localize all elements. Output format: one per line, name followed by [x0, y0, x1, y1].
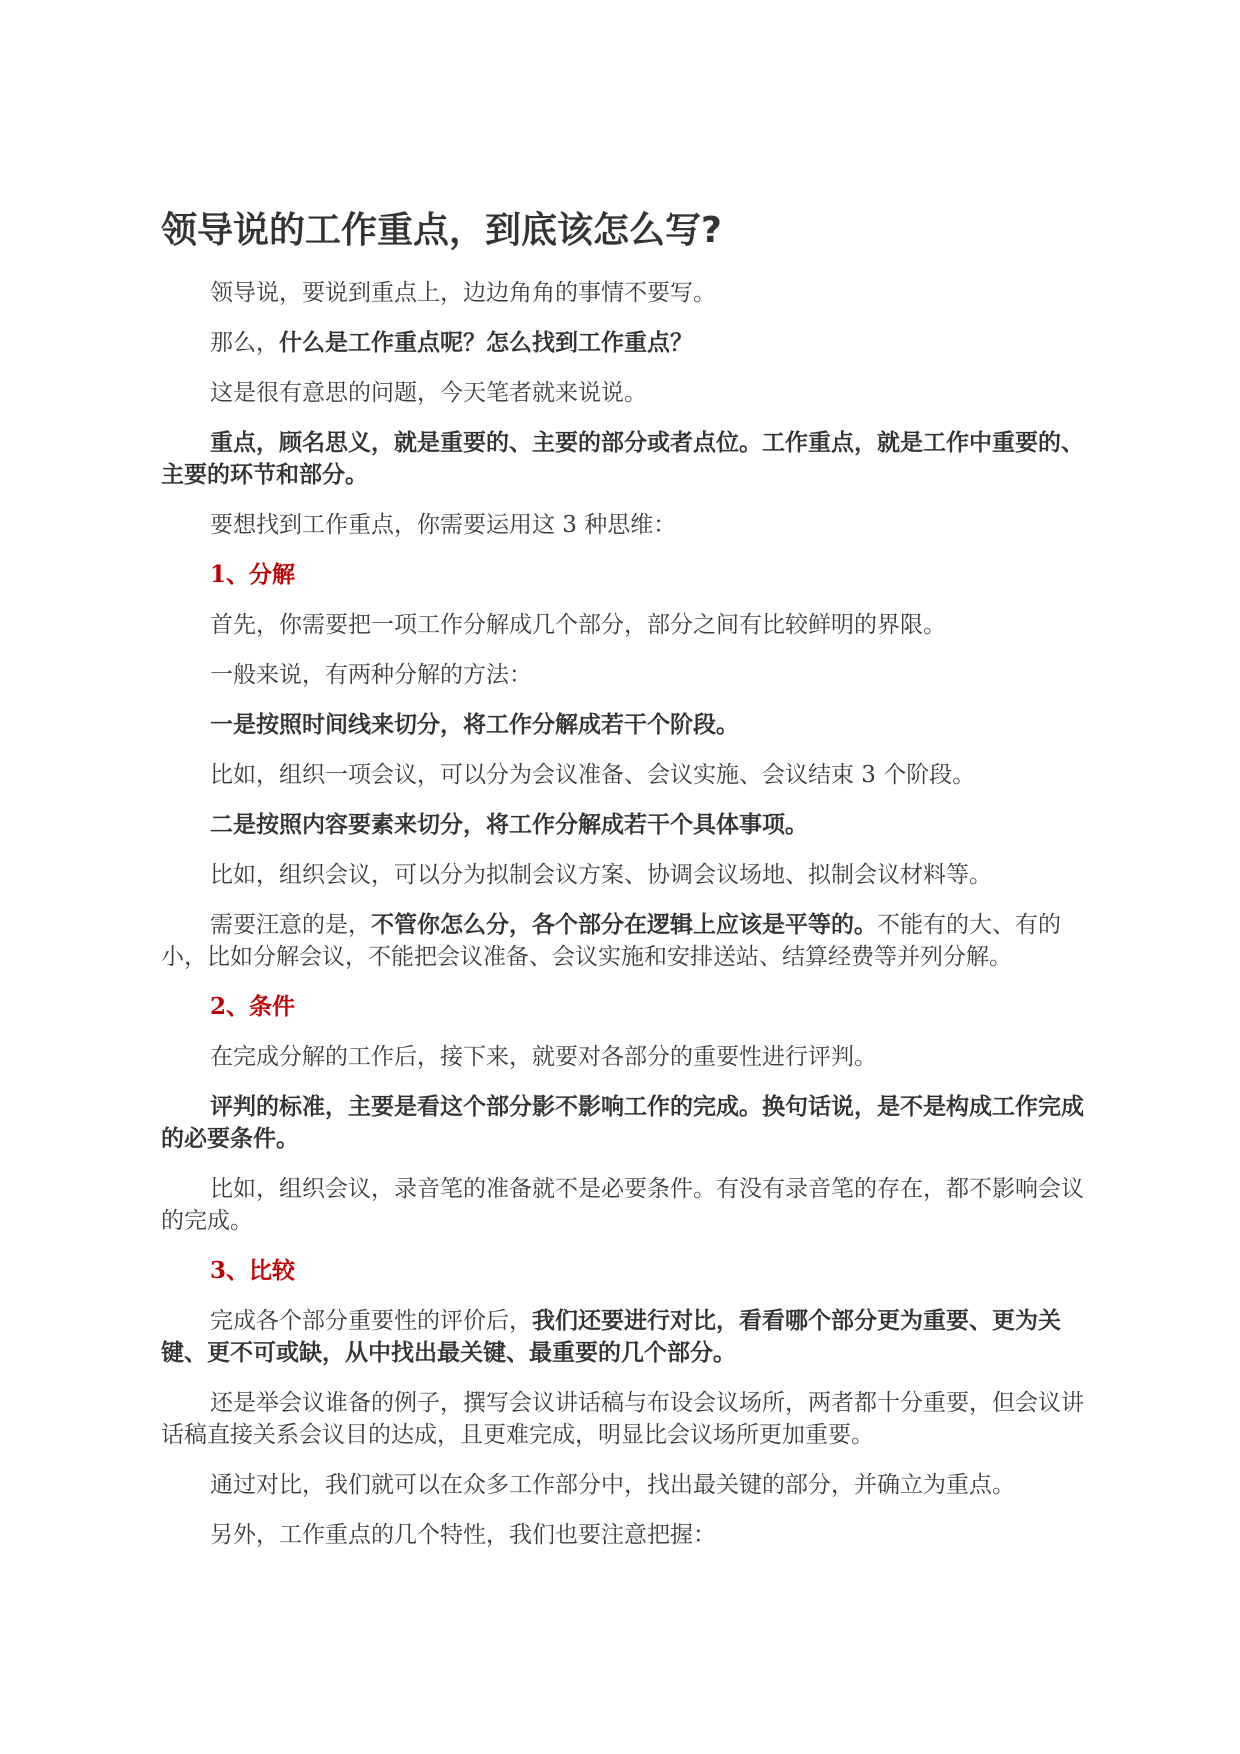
paragraph-text: 那么，	[210, 330, 279, 356]
paragraph-text: 要想找到工作重点，你需要运用这 3 种思维：	[210, 512, 677, 538]
paragraph-three-ways	[161, 509, 1090, 541]
section-heading-compare: 3、比较	[210, 1257, 296, 1284]
paragraph-intro	[161, 277, 1090, 309]
section-heading-condition: 2、条件	[210, 993, 296, 1020]
paragraph-text: 首先，你需要把一项工作分解成几个部分，部分之间有比较鲜明的界限。	[210, 612, 946, 638]
bold-text: 评判的标准，主要是看这个部分影不影响工作的完成。换句话说，是不是构成工作完成的必要条件。	[161, 1093, 1084, 1152]
paragraph-text: 这是很有意思的问题，今天笔者就来说说。	[210, 380, 647, 406]
paragraph-text: 比如，组织会议，录音笔的准备就不是必要条件。有没有录音笔的存在，都不影响会议的完成。	[161, 1176, 1084, 1234]
paragraph	[161, 1041, 1090, 1073]
paragraph-method-two	[161, 809, 1090, 841]
paragraph-text: 比如，组织会议，可以分为拟制会议方案、协调会议场地、拟制会议材料等。	[210, 862, 992, 888]
bold-text: 不管你怎么分，各个部分在逻辑上应该是平等的。	[371, 911, 877, 938]
paragraph-text: 一般来说，有两种分解的方法：	[210, 662, 532, 688]
paragraph-text: 还是举会议谁备的例子，撰写会议讲话稿与布设会议场所，两者都十分重要，但会议讲话稿直接关系会议目的达成，且更难完成，明显比会议场所更加重要。	[161, 1390, 1084, 1448]
paragraph-compare	[161, 1305, 1090, 1369]
paragraph-criteria	[161, 1091, 1090, 1155]
paragraph-method-one	[161, 709, 1090, 741]
bold-text: 一是按照时间线来切分，将工作分解成若干个阶段。	[210, 711, 739, 738]
paragraph	[161, 1469, 1090, 1501]
paragraph-definition	[161, 427, 1090, 491]
paragraph-lead	[161, 377, 1090, 409]
paragraph	[161, 1387, 1090, 1451]
paragraph-text: 领导说，要说到重点上，边边角角的事情不要写。	[210, 280, 716, 306]
bold-text: 重点，顾名思义，就是重要的、主要的部分或者点位。工作重点，就是工作中重要的、主要的环节和部分。	[161, 429, 1084, 488]
paragraph	[161, 1519, 1090, 1551]
paragraph	[161, 609, 1090, 641]
paragraph-text: 通过对比，我们就可以在众多工作部分中，找出最关键的部分，并确立为重点。	[210, 1472, 1015, 1498]
paragraph-text: 另外，工作重点的几个特性，我们也要注意把握：	[210, 1522, 716, 1548]
paragraph-text: 需要汪意的是，	[210, 912, 371, 938]
bold-text: 二是按照内容要素来切分，将工作分解成若干个具体事项。	[210, 811, 808, 838]
paragraph-text: 比如，组织一项会议，可以分为会议准备、会议实施、会议结束 3 个阶段。	[210, 762, 976, 788]
paragraph-text: 完成各个部分重要性的评价后，	[210, 1308, 532, 1334]
paragraph	[161, 759, 1090, 791]
article-title: 领导说的工作重点，到底该怎么写?	[161, 210, 722, 251]
paragraph	[161, 659, 1090, 691]
section-heading-decompose: 1、分解	[210, 561, 296, 588]
bold-text: 我们还要进行对比，看看哪个部分更为重要、更为关键、更不可或缺，从中找出最关键、最重要的几个部分。	[161, 1307, 1061, 1366]
paragraph-text: 在完成分解的工作后，接下来，就要对各部分的重要性进行评判。	[210, 1044, 877, 1070]
paragraph	[161, 1173, 1090, 1237]
paragraph	[161, 859, 1090, 891]
bold-text: 什么是工作重点呢？怎么找到工作重点？	[279, 329, 693, 356]
paragraph-note	[161, 909, 1090, 973]
paragraph-question	[161, 327, 1090, 359]
paragraph-text: 不能有的大、有的小，比如分解会议，不能把会议准备、会议实施和安排送站、结算经费等并列分解。	[161, 912, 1061, 970]
